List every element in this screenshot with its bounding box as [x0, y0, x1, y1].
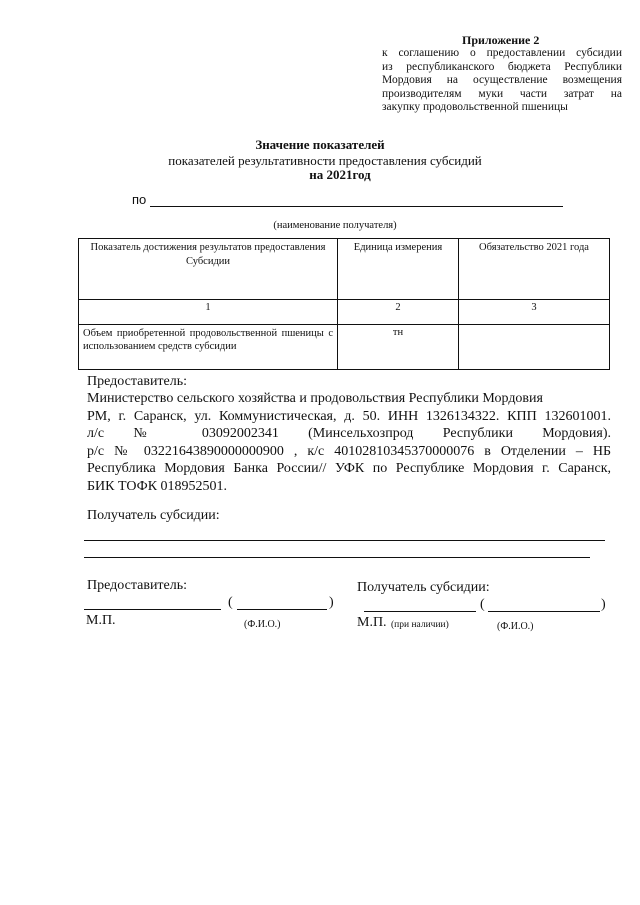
table-number-row: [79, 300, 610, 325]
indicator-cell: Объем приобретенной продовольственной пшеницы с использованием средств субсидии: [79, 325, 338, 370]
header-indicator: Показатель достижения результатов предоставления Субсидии: [79, 239, 338, 300]
document-subtitle: показателей результативности предоставления субсидий: [168, 153, 482, 168]
provider-label: Предоставитель:: [87, 374, 188, 389]
provider-fio-line[interactable]: [237, 609, 327, 610]
paren-close: ): [601, 597, 606, 612]
header-obligation: Обязательство 2021 года: [459, 239, 610, 300]
document-title: Значение показателей: [255, 137, 385, 152]
table-header-row: [79, 239, 610, 300]
recipient-label: Получатель субсидии:: [87, 508, 220, 523]
column-number: 3: [459, 300, 610, 325]
recipient-details-line[interactable]: [84, 557, 590, 558]
column-number: 1: [79, 300, 338, 325]
appendix-title: Приложение 2: [462, 33, 540, 47]
provider-line: РМ, г. Саранск, ул. Коммунистическая, д. 50. ИНН 1326134322. КПП 132601001.: [87, 408, 611, 424]
obligation-cell[interactable]: [459, 325, 610, 370]
provider-fio-label: (Ф.И.О.): [244, 619, 281, 630]
provider-line: р/с № 03221643890000000900 , к/с 40102810345370000076 в Отделении – НБ: [87, 443, 611, 459]
provider-signature-line[interactable]: [84, 609, 221, 610]
recipient-name-hint: (наименование получателя): [273, 220, 397, 231]
recipient-prefix: по: [132, 192, 147, 207]
recipient-details-line[interactable]: [84, 540, 605, 541]
recipient-signature-line[interactable]: [364, 611, 476, 612]
indicators-table: [78, 238, 610, 370]
provider-details: [87, 390, 611, 496]
appendix-line: закупку продовольственной пшеницы: [382, 101, 568, 114]
recipient-stamp-label: М.П.: [357, 615, 387, 630]
header-unit: Единица измерения: [338, 239, 459, 300]
appendix-line: производителям муки части затрат на: [382, 87, 622, 100]
paren-open: (: [480, 597, 485, 612]
recipient-fio-label: (Ф.И.О.): [497, 621, 534, 632]
appendix-line: Мордовия на осуществление возмещения: [382, 74, 622, 87]
signature-provider-label: Предоставитель:: [87, 578, 188, 593]
document-year: на 2021год: [309, 167, 371, 182]
provider-line: л/с № 03092002341 (Минсельхозпрод Республики Мордовия).: [87, 426, 611, 442]
provider-line: БИК ТОФК 018952501.: [87, 478, 228, 494]
appendix-line: к соглашению о предоставлении субсидии: [382, 47, 622, 59]
provider-line: Министерство сельского хозяйства и продовольствия Республики Мордовия: [87, 391, 543, 406]
recipient-stamp-note: (при наличии): [391, 620, 449, 630]
paren-open: (: [228, 595, 233, 610]
appendix-description: [382, 47, 622, 115]
unit-cell: тн: [338, 325, 459, 370]
table-row: [79, 325, 610, 370]
recipient-fio-line[interactable]: [488, 611, 600, 612]
appendix-line: из республиканского бюджета Республики: [382, 60, 622, 73]
provider-line: Республика Мордовия Банка России// УФК по Республике Мордовия г. Саранск,: [87, 461, 611, 477]
provider-stamp-label: М.П.: [86, 613, 116, 628]
paren-close: ): [329, 595, 334, 610]
recipient-name-line[interactable]: [150, 206, 563, 207]
column-number: 2: [338, 300, 459, 325]
signature-recipient-label: Получатель субсидии:: [357, 580, 490, 595]
